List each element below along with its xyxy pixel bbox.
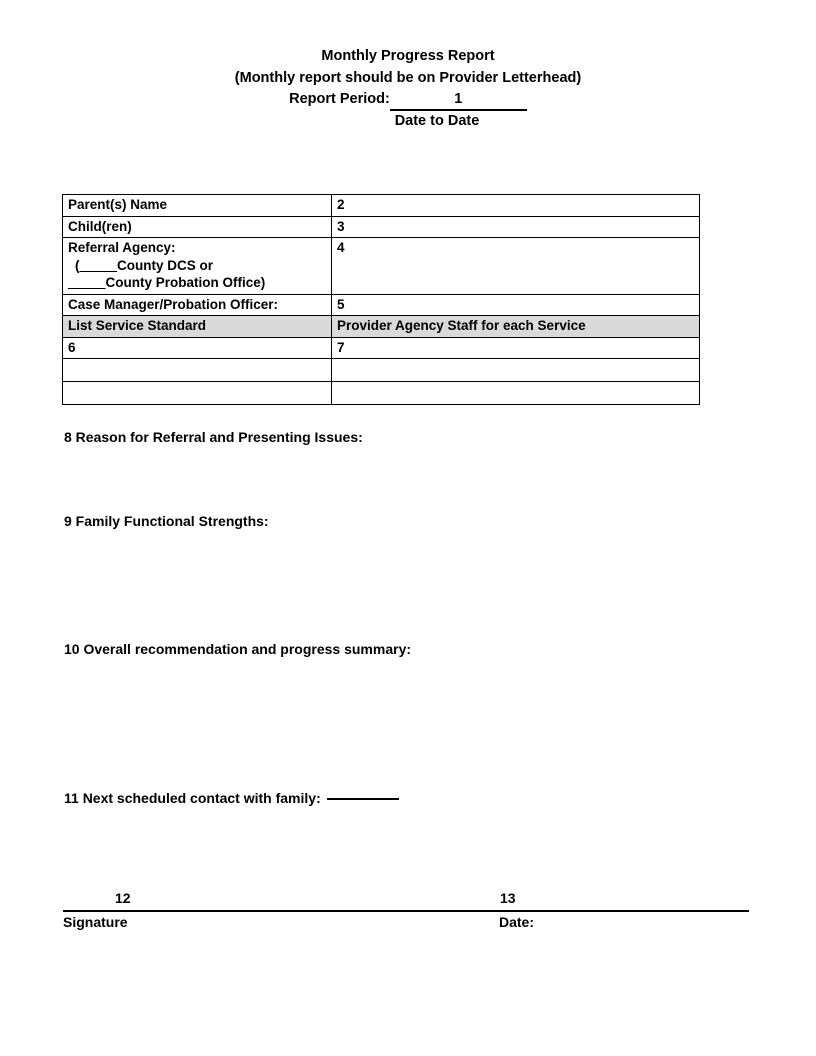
- service-standard-empty-1[interactable]: [63, 359, 332, 382]
- signature-labels: [63, 914, 749, 936]
- signature-rule[interactable]: [63, 910, 749, 912]
- service-standard-header: List Service Standard: [63, 316, 332, 338]
- signature-numbers: [63, 890, 749, 910]
- parents-name-label: Parent(s) Name: [63, 195, 332, 217]
- referral-agency-label: [63, 238, 332, 295]
- section-next-contact: [64, 790, 399, 806]
- table-row: [63, 359, 700, 382]
- referral-agency-line3-blank[interactable]: _____: [68, 275, 106, 290]
- table-row: [63, 195, 700, 217]
- provider-staff-header: Provider Agency Staff for each Service: [332, 316, 700, 338]
- referral-agency-line2-blank[interactable]: _____: [79, 257, 118, 273]
- table-row: [63, 216, 700, 238]
- provider-staff-value[interactable]: 7: [332, 337, 700, 359]
- section-reason-for-referral: 8 Reason for Referral and Presenting Issues:: [64, 429, 363, 445]
- referral-agency-line2-prefix: (: [75, 257, 80, 273]
- signature-block: [63, 890, 749, 936]
- report-period-label: Report Period:: [289, 91, 390, 107]
- signature-number: 12: [115, 890, 131, 906]
- provider-staff-empty-1[interactable]: [332, 359, 700, 382]
- next-contact-label: 11 Next scheduled contact with family:: [64, 790, 321, 806]
- service-standard-empty-2[interactable]: [63, 382, 332, 405]
- date-to-date-label: Date to Date: [394, 113, 480, 129]
- table-row: [63, 337, 700, 359]
- referral-agency-line3-suffix: County Probation Office): [105, 275, 266, 290]
- report-period-line: [0, 89, 816, 111]
- report-period-value[interactable]: 1: [390, 90, 527, 111]
- document-title: Monthly Progress Report: [321, 48, 495, 64]
- table-header-row: [63, 316, 700, 338]
- referral-agency-line1: Referral Agency:: [68, 240, 176, 255]
- parents-name-value[interactable]: 2: [332, 195, 700, 217]
- provider-staff-empty-2[interactable]: [332, 382, 700, 405]
- service-standard-value[interactable]: 6: [63, 337, 332, 359]
- signature-label: Signature: [63, 914, 128, 930]
- children-label: Child(ren): [63, 216, 332, 238]
- section-family-strengths: 9 Family Functional Strengths:: [64, 513, 269, 529]
- table-row: [63, 238, 700, 295]
- case-info-table: [62, 194, 700, 405]
- referral-agency-line2: [68, 257, 327, 275]
- children-value[interactable]: 3: [332, 216, 700, 238]
- section-overall-recommendation: 10 Overall recommendation and progress summary:: [64, 641, 412, 657]
- table-row: [63, 382, 700, 405]
- referral-agency-line3: [68, 274, 327, 292]
- title-block: [0, 46, 816, 133]
- case-manager-label: Case Manager/Probation Officer:: [63, 294, 332, 316]
- date-number: 13: [500, 890, 516, 906]
- referral-agency-value[interactable]: 4: [332, 238, 700, 295]
- date-label: Date:: [499, 914, 535, 930]
- referral-agency-line2-suffix: County DCS or: [117, 257, 214, 273]
- case-manager-value[interactable]: 5: [332, 294, 700, 316]
- table-row: [63, 294, 700, 316]
- letterhead-note: (Monthly report should be on Provider Letterhead): [234, 69, 582, 86]
- next-contact-blank[interactable]: [327, 798, 399, 800]
